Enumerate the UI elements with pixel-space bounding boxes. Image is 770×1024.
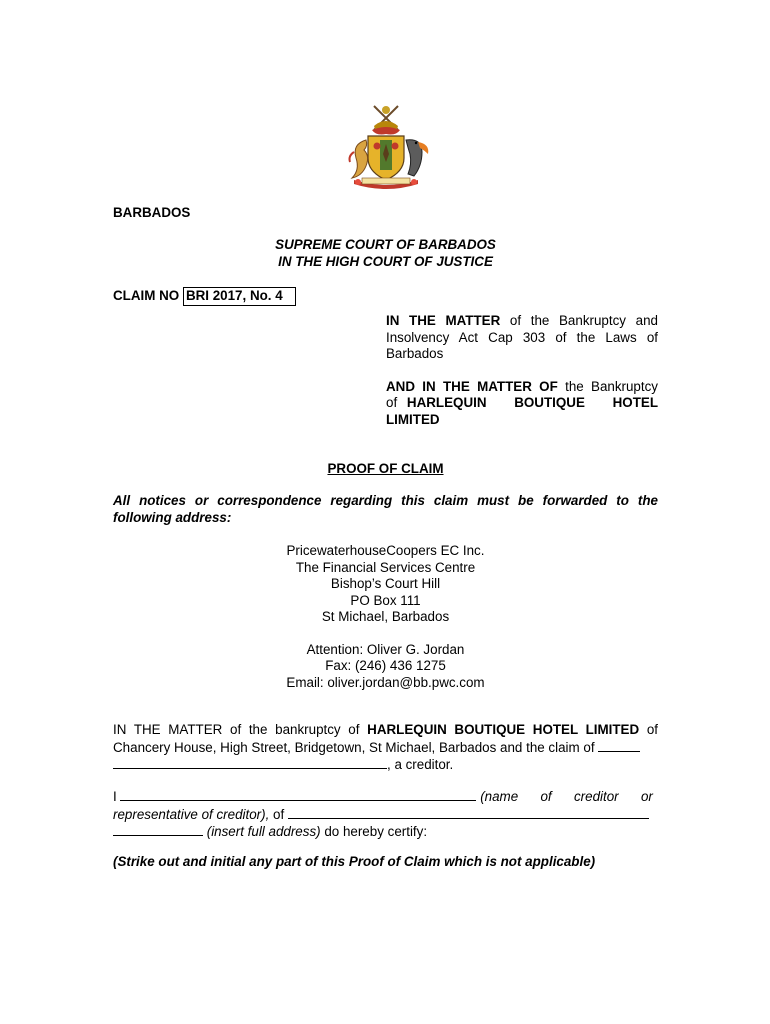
address-line: St Michael, Barbados <box>321 609 450 624</box>
matter-1-line-2: Insolvency Act Cap 303 of the Laws of <box>386 329 658 345</box>
matter-1-line-3: Barbados <box>386 346 444 361</box>
certify-line-3: (insert full address) do hereby certify: <box>113 823 658 841</box>
document-title: PROOF OF CLAIM <box>327 461 444 476</box>
address-line: The Financial Services Centre <box>295 559 476 575</box>
notice-line-1: All notices or correspondence regarding this claim must be forwarded to the <box>113 493 658 508</box>
matter-block <box>386 313 658 428</box>
certify-paragraph <box>113 788 658 841</box>
certify-line-2: representative of creditor), of <box>113 806 658 824</box>
claim-number-box: BRI 2017, No. 4 <box>183 287 296 306</box>
trustee-address <box>113 543 658 691</box>
creditor-name-blank[interactable] <box>598 739 640 752</box>
matter-2-line-3: LIMITED <box>386 411 440 427</box>
claim-line-1: IN THE MATTER of the bankruptcy of HARLEQUIN BOUTIQUE HOTEL LIMITED of <box>113 722 658 737</box>
address-line: PricewaterhouseCoopers EC Inc. <box>286 543 485 558</box>
address-line: Bishop’s Court Hill <box>330 576 441 591</box>
fax-line: Fax: (246) 436 1275 <box>325 658 446 673</box>
claim-line-3: , a creditor. <box>113 756 658 774</box>
claim-line-2: Chancery House, High Street, Bridgetown, St Michael, Barbados and the claim of <box>113 739 658 757</box>
notice-line-2: following address: <box>113 509 232 525</box>
claim-paragraph <box>113 722 658 774</box>
court-division-line: IN THE HIGH COURT OF JUSTICE <box>278 253 493 269</box>
claim-number-label: CLAIM NO <box>113 288 180 303</box>
strike-out-note: (Strike out and initial any part of this Proof of Claim which is not applicable) <box>113 854 596 869</box>
address-blank[interactable] <box>288 806 649 819</box>
creditor-name-blank-continued[interactable] <box>113 756 387 769</box>
creditor-representative-blank[interactable] <box>120 788 476 801</box>
country-heading: BARBADOS <box>113 205 191 220</box>
address-blank-continued[interactable] <box>113 823 203 836</box>
notice-paragraph <box>113 493 658 526</box>
email-line: Email: oliver.jordan@bb.pwc.com <box>286 674 485 690</box>
attention-line: Attention: Oliver G. Jordan <box>306 641 465 657</box>
claim-number-line <box>113 287 296 306</box>
matter-2-line-1: AND IN THE MATTER OF the Bankruptcy <box>386 378 658 394</box>
address-line: PO Box 111 <box>350 592 421 608</box>
certify-line-1: I (name of creditor or <box>113 789 653 804</box>
barbados-coat-of-arms-seal <box>336 100 436 192</box>
matter-1-line-1: IN THE MATTER of the Bankruptcy and <box>386 313 658 328</box>
court-heading <box>113 237 658 270</box>
matter-2-line-2: of HARLEQUIN BOUTIQUE HOTEL <box>386 395 658 410</box>
court-name-line: SUPREME COURT OF BARBADOS <box>275 237 496 252</box>
